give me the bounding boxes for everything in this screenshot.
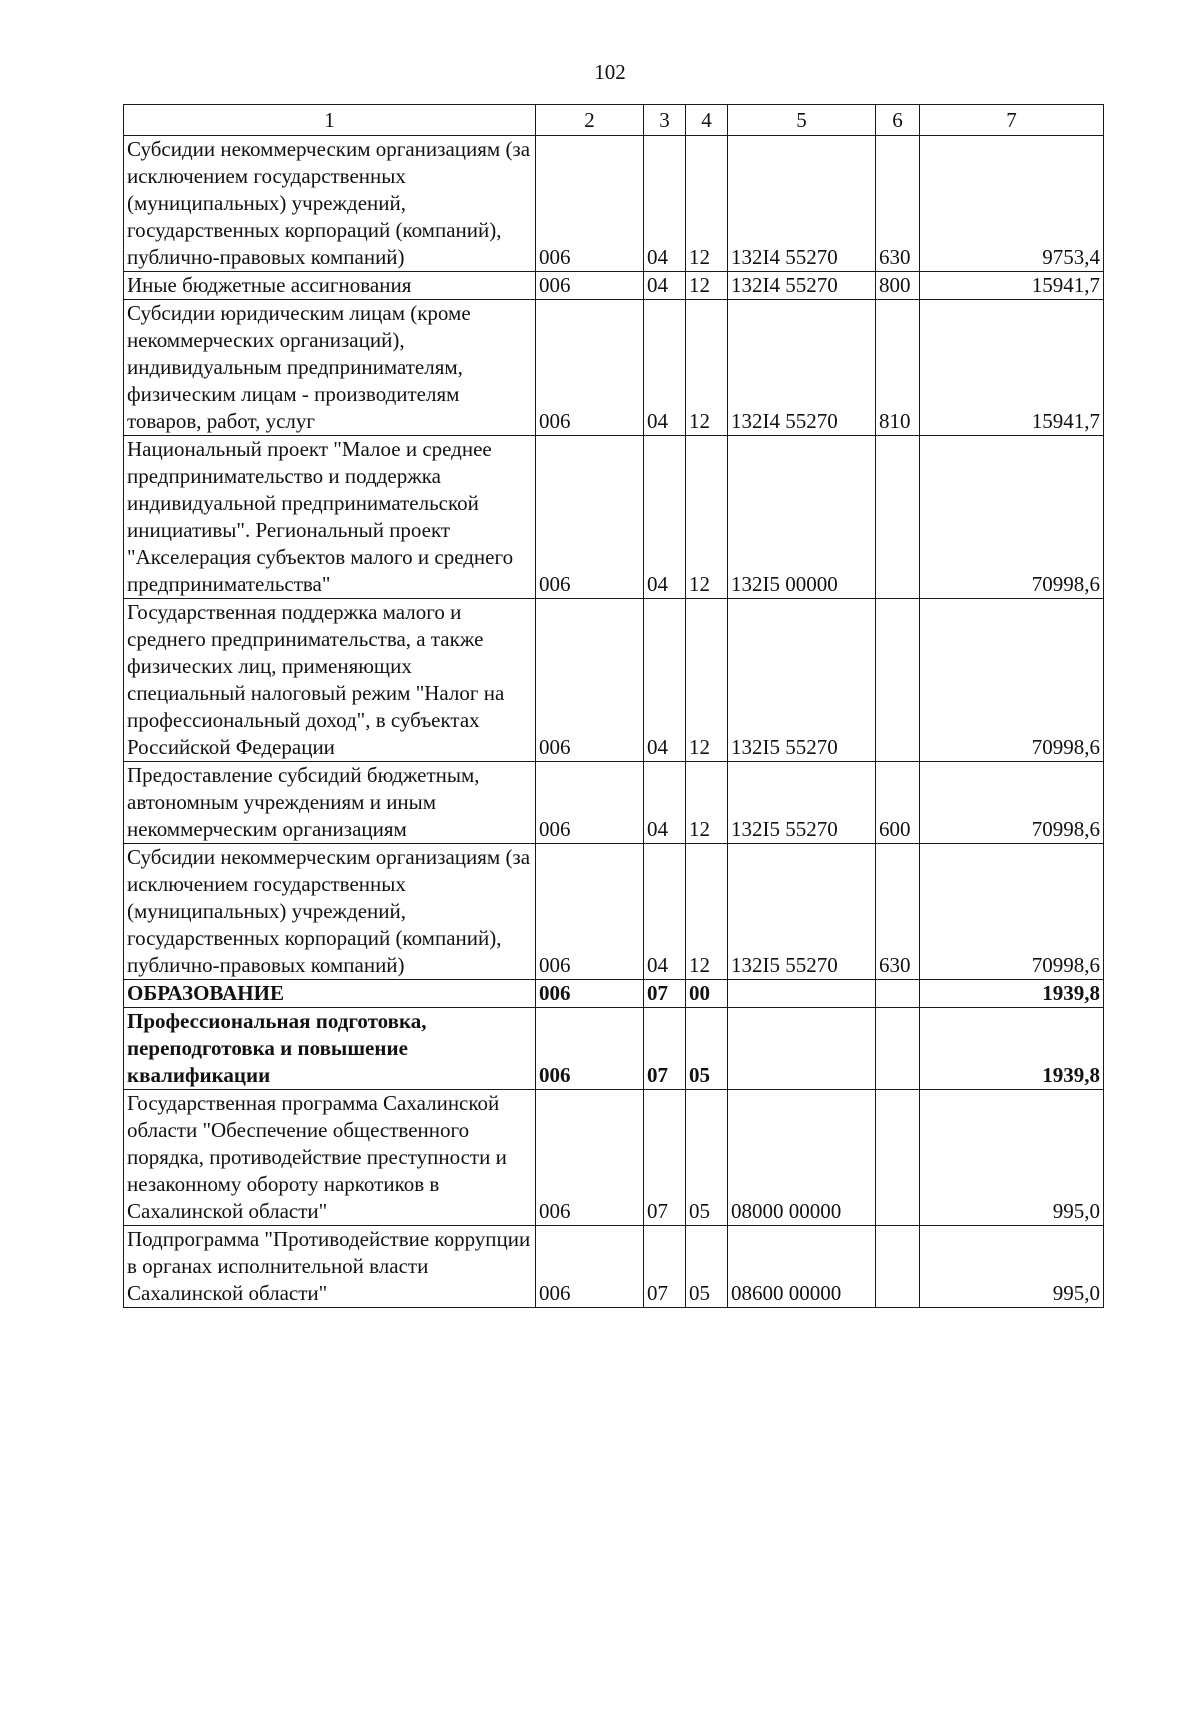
cell-expense-type	[876, 1090, 920, 1226]
cell-section: 07	[644, 1090, 686, 1226]
cell-target: 132I4 55270	[728, 300, 876, 436]
cell-name: Профессиональная подготовка, переподготовка и повышение квалификации	[124, 1008, 536, 1090]
cell-subsection: 12	[686, 436, 728, 599]
cell-section: 04	[644, 599, 686, 762]
table-body	[124, 136, 1104, 1308]
header-col-6: 6	[876, 105, 920, 136]
cell-subsection: 05	[686, 1226, 728, 1308]
cell-subsection: 05	[686, 1008, 728, 1090]
cell-target	[728, 980, 876, 1008]
cell-section: 07	[644, 1226, 686, 1308]
cell-expense-type: 630	[876, 136, 920, 272]
cell-name: Предоставление субсидий бюджетным, автономным учреждениям и иным некоммерческим организациям	[124, 762, 536, 844]
cell-sum: 995,0	[920, 1090, 1104, 1226]
cell-name: Иные бюджетные ассигнования	[124, 272, 536, 300]
cell-sum: 995,0	[920, 1226, 1104, 1308]
cell-section: 04	[644, 300, 686, 436]
table-header-row	[124, 105, 1104, 136]
cell-name: ОБРАЗОВАНИЕ	[124, 980, 536, 1008]
cell-expense-type: 600	[876, 762, 920, 844]
header-col-2: 2	[536, 105, 644, 136]
cell-ministry: 006	[536, 1090, 644, 1226]
page-number: 102	[594, 60, 626, 84]
cell-subsection: 12	[686, 272, 728, 300]
cell-sum: 1939,8	[920, 1008, 1104, 1090]
cell-sum: 15941,7	[920, 300, 1104, 436]
cell-sum: 1939,8	[920, 980, 1104, 1008]
cell-ministry: 006	[536, 762, 644, 844]
cell-subsection: 12	[686, 599, 728, 762]
cell-subsection: 00	[686, 980, 728, 1008]
cell-ministry: 006	[536, 300, 644, 436]
cell-sum: 70998,6	[920, 436, 1104, 599]
cell-sum: 70998,6	[920, 762, 1104, 844]
cell-target: 132I5 00000	[728, 436, 876, 599]
table-row	[124, 762, 1104, 844]
table-row	[124, 844, 1104, 980]
cell-target: 08600 00000	[728, 1226, 876, 1308]
table-row	[124, 599, 1104, 762]
cell-name: Национальный проект "Малое и среднее предпринимательство и поддержка индивидуальной предпринимательской инициативы". Региональный проект "Акселерация субъектов малого и среднего предпринимательства"	[124, 436, 536, 599]
cell-expense-type: 800	[876, 272, 920, 300]
cell-section: 07	[644, 1008, 686, 1090]
cell-section: 04	[644, 272, 686, 300]
table-row	[124, 272, 1104, 300]
table-row	[124, 436, 1104, 599]
cell-ministry: 006	[536, 844, 644, 980]
cell-name: Подпрограмма "Противодействие коррупции в органах исполнительной власти Сахалинской области"	[124, 1226, 536, 1308]
cell-target: 132I4 55270	[728, 272, 876, 300]
cell-subsection: 12	[686, 762, 728, 844]
budget-table	[123, 104, 1104, 1308]
cell-expense-type	[876, 1008, 920, 1090]
header-col-3: 3	[644, 105, 686, 136]
table-row	[124, 136, 1104, 272]
cell-section: 04	[644, 762, 686, 844]
cell-ministry: 006	[536, 1226, 644, 1308]
cell-name: Государственная поддержка малого и среднего предпринимательства, а также физических лиц, применяющих специальный налоговый режим "Налог на профессиональный доход", в субъектах Российской Федерации	[124, 599, 536, 762]
cell-name: Субсидии некоммерческим организациям (за исключением государственных (муниципальных) учреждений, государственных корпораций (компаний), публично-правовых компаний)	[124, 844, 536, 980]
table-row	[124, 1226, 1104, 1308]
cell-name: Субсидии некоммерческим организациям (за исключением государственных (муниципальных) учреждений, государственных корпораций (компаний), публично-правовых компаний)	[124, 136, 536, 272]
header-col-4: 4	[686, 105, 728, 136]
cell-target: 132I5 55270	[728, 599, 876, 762]
cell-subsection: 05	[686, 1090, 728, 1226]
cell-target	[728, 1008, 876, 1090]
cell-name: Субсидии юридическим лицам (кроме некоммерческих организаций), индивидуальным предпринимателям, физическим лицам - производителям товаров, работ, услуг	[124, 300, 536, 436]
cell-sum: 70998,6	[920, 844, 1104, 980]
cell-target: 132I5 55270	[728, 762, 876, 844]
cell-subsection: 12	[686, 300, 728, 436]
cell-expense-type: 630	[876, 844, 920, 980]
cell-subsection: 12	[686, 844, 728, 980]
cell-sum: 70998,6	[920, 599, 1104, 762]
cell-target: 132I4 55270	[728, 136, 876, 272]
cell-expense-type	[876, 436, 920, 599]
cell-expense-type	[876, 980, 920, 1008]
header-col-7: 7	[920, 105, 1104, 136]
cell-ministry: 006	[536, 436, 644, 599]
table-row	[124, 1090, 1104, 1226]
cell-name: Государственная программа Сахалинской области "Обеспечение общественного порядка, противодействие преступности и незаконному обороту наркотиков в Сахалинской области"	[124, 1090, 536, 1226]
header-col-1: 1	[124, 105, 536, 136]
cell-expense-type	[876, 599, 920, 762]
cell-subsection: 12	[686, 136, 728, 272]
cell-sum: 9753,4	[920, 136, 1104, 272]
cell-sum: 15941,7	[920, 272, 1104, 300]
cell-section: 04	[644, 136, 686, 272]
cell-ministry: 006	[536, 1008, 644, 1090]
cell-ministry: 006	[536, 599, 644, 762]
cell-section: 04	[644, 436, 686, 599]
cell-section: 04	[644, 844, 686, 980]
table-row	[124, 980, 1104, 1008]
cell-target: 08000 00000	[728, 1090, 876, 1226]
header-col-5: 5	[728, 105, 876, 136]
cell-ministry: 006	[536, 272, 644, 300]
cell-expense-type	[876, 1226, 920, 1308]
cell-target: 132I5 55270	[728, 844, 876, 980]
cell-expense-type: 810	[876, 300, 920, 436]
cell-ministry: 006	[536, 980, 644, 1008]
table-row	[124, 1008, 1104, 1090]
cell-ministry: 006	[536, 136, 644, 272]
table-row	[124, 300, 1104, 436]
cell-section: 07	[644, 980, 686, 1008]
